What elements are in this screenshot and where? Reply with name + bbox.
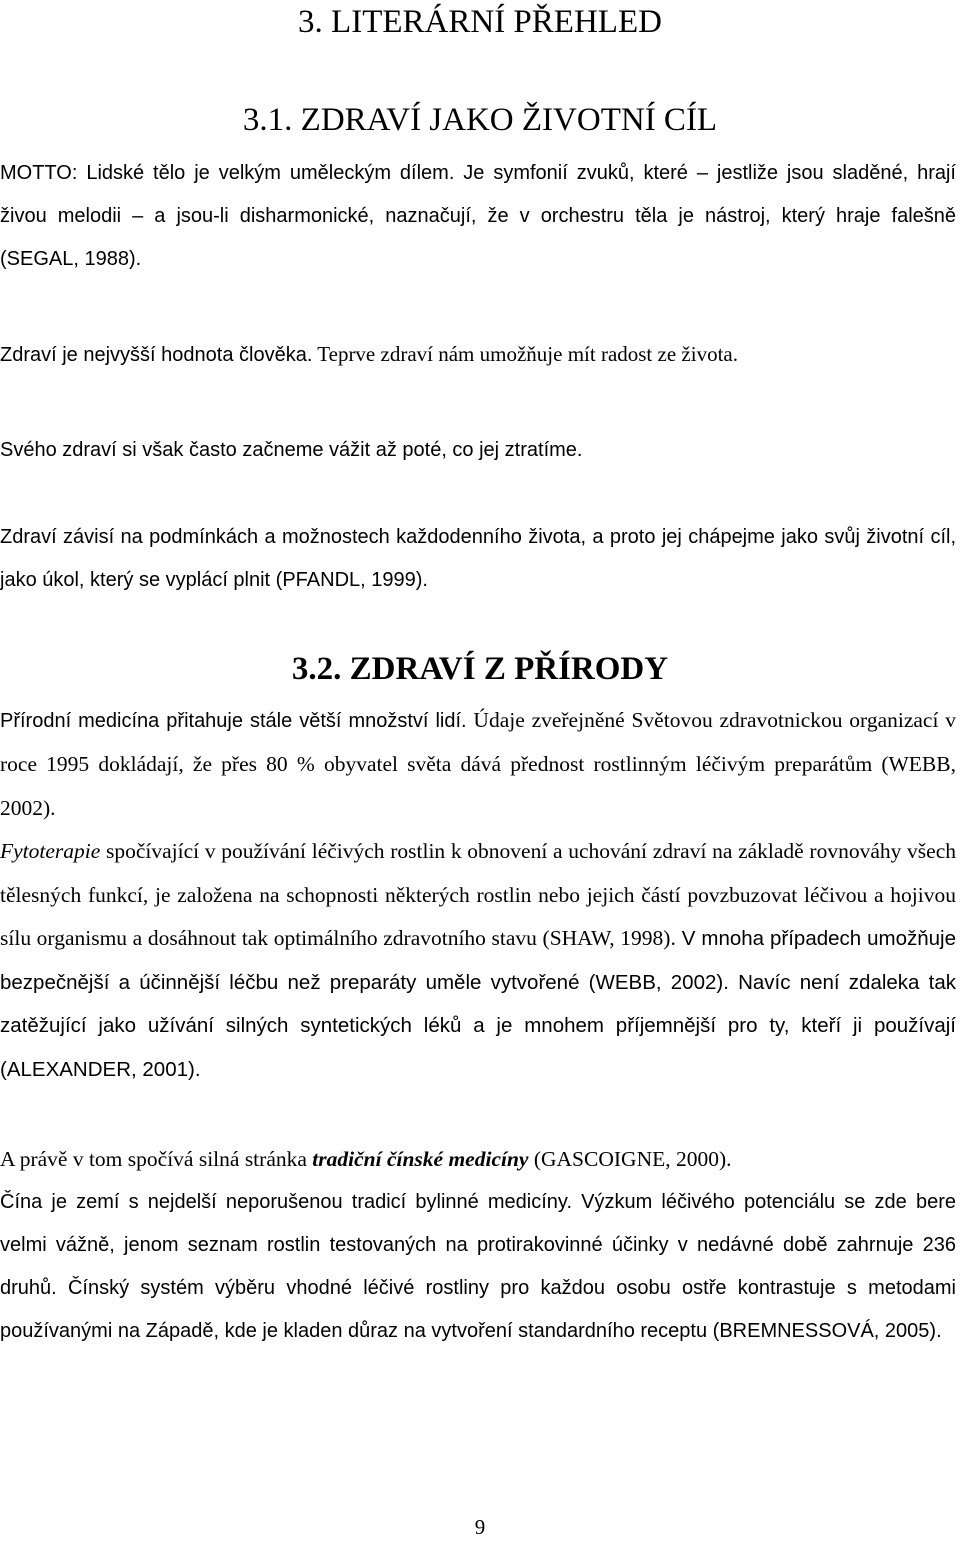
paragraph-health-value — [0, 333, 956, 377]
paragraph-phytotherapy-part-2: V mnoha případech umožňuje bezpečnější a účinnější léčbu než preparáty uměle vytvořené (WEBB, 2002). — [0, 927, 957, 994]
page-number: 9 — [474, 1515, 486, 1539]
paragraph-health-appreciation: Svého zdraví si však často začneme vážit až poté, co jej ztratíme. — [0, 439, 583, 461]
paragraph-tcm-part-2: (GASCOIGNE, 2000). — [528, 1147, 732, 1171]
section-heading-3-1: 3.1. ZDRAVÍ JAKO ŽIVOTNÍ CÍL — [242, 102, 718, 138]
paragraph-tcm — [0, 1138, 956, 1182]
paragraph-health-value-part-1: Zdraví je nejvyšší hodnota člověka. — [0, 344, 313, 366]
paragraph-natural-medicine-part-2: Údaje zveřejněné Světovou zdravotnickou organizací v roce 1995 dokládají, že přes 80 % obyvatel světa dává přednost rostlinným léčivým preparátům (WEBB, 2002). — [0, 708, 957, 820]
paragraph-phytotherapy-part-1: spočívající v používání léčivých rostlin k obnovení a uchování zdraví na základě rovnováhy všech tělesných funkcí, je založena na schopnosti některých rostlin nebo jejich částí povzbuzovat léčivou a hojivou sílu organismu a dosáhnout tak optimálního zdravotního stavu (SHAW, 1998). — [0, 839, 956, 951]
chapter-heading: 3. LITERÁRNÍ PŘEHLED — [298, 4, 662, 40]
paragraph-health-value-part-2: Teprve zdraví nám umožňuje mít radost ze života. — [312, 342, 738, 366]
paragraph-phytotherapy-part-3: Navíc není zdaleka tak zatěžující jako užívání silných syntetických léků a je mnohem příjemnější pro ty, kteří ji používají (ALEXANDER, 2001). — [0, 970, 957, 1081]
paragraph-natural-medicine — [0, 699, 956, 831]
phytotherapy-term: Fytoterapie — [0, 839, 101, 863]
motto-paragraph: MOTTO: Lidské tělo je velkým uměleckým dílem. Je symfonií zvuků, které – jestliže jsou sladěné, hrají živou melodii – a jsou-li disharmonické, naznačují, že v orchestru těla je nástroj, který hraje falešně (SEGAL, 1988). — [0, 162, 956, 270]
paragraph-phytotherapy — [0, 830, 956, 1092]
paragraph-china-herbal: Čína je zemí s nejdelší neporušenou tradicí bylinné medicíny. Výzkum léčivého potenciálu se zde bere velmi vážně, jenom seznam rostlin testovaných na protirakovinné účinky v nedávné době zahrnuje 236 druhů. Čínský systém výběru vhodné léčivé rostliny pro každou osobu ostře kontrastuje s metodami používanými na Západě, kde je kladen důraz na vytvoření standardního receptu (BREMNESSOVÁ, 2005). — [0, 1191, 956, 1342]
tcm-term: tradiční čínské medicíny — [312, 1147, 529, 1171]
section-heading-3-2: 3.2. ZDRAVÍ Z PŘÍRODY — [291, 651, 669, 687]
paragraph-natural-medicine-part-1: Přírodní medicína přitahuje stále větší množství lidí. — [0, 710, 467, 732]
paragraph-tcm-part-1: A právě v tom spočívá silná stránka — [0, 1147, 313, 1171]
paragraph-health-life-goal: Zdraví závisí na podmínkách a možnostech každodenního života, a proto jej chápejme jako svůj životní cíl, jako úkol, který se vyplácí plnit (PFANDL, 1999). — [0, 526, 956, 591]
